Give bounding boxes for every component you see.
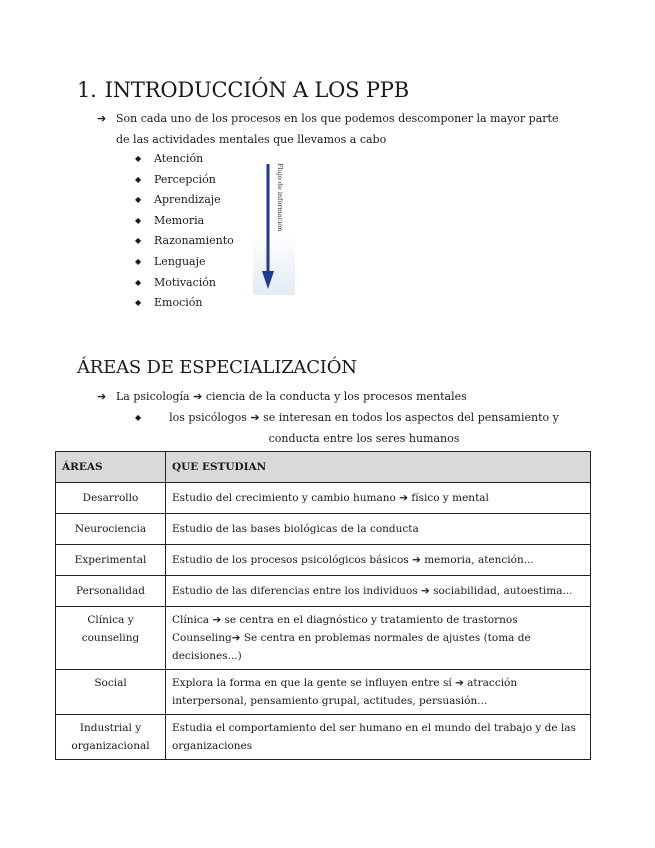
table-row [56,545,591,576]
diamond-bullet-icon: ◆ [135,298,142,308]
list-item: ◆ Motivación [134,273,234,294]
diamond-bullet-icon: ◆ [135,256,142,266]
section-title: INTRODUCCIÓN A LOS PPB [104,78,409,102]
description-cell: Estudio de las diferencias entre los individuos ➔ sociabilidad, autoestima... [166,576,591,607]
section-number: 1. [77,78,97,102]
diamond-bullet-icon: ◆ [135,215,142,225]
table-row [56,514,591,545]
section-heading-introduccion [77,76,409,104]
diamond-bullet-icon: ◆ [135,174,142,184]
areas-table [55,451,591,760]
list-item: ◆ Aprendizaje [134,190,234,211]
area-cell: Social [56,670,166,715]
psychology-arrow-item [97,386,567,407]
table-row [56,715,591,760]
psychologists-sub-item [134,407,574,449]
diamond-bullet-icon: ◆ [135,195,142,205]
list-item: ◆ Percepción [134,170,234,191]
table-row [56,670,591,715]
description-cell: Estudio de los procesos psicológicos básicos ➔ memoria, atención... [166,545,591,576]
process-list [134,149,234,314]
arrow-icon: ➔ [97,112,107,125]
list-item: ◆ Emoción [134,293,234,314]
table-row [56,576,591,607]
area-cell: Personalidad [56,576,166,607]
description-cell: Explora la forma en que la gente se influyen entre sí ➔ atracción interpersonal, pensamiento grupal, actitudes, persuasión... [166,670,591,715]
list-item: ◆ Razonamiento [134,231,234,252]
area-cell: Experimental [56,545,166,576]
arrow-icon: ➔ [97,390,107,403]
diamond-bullet-icon: ◆ [135,413,142,422]
diamond-bullet-icon: ◆ [135,277,142,287]
psychology-text: La psicología ➔ ciencia de la conducta y los procesos mentales [116,390,467,403]
description-cell: Estudia el comportamiento del ser humano en el mundo del trabajo y de las organizaciones [166,715,591,760]
description-cell: Estudio del crecimiento y cambio humano ➔ físico y mental [166,483,591,514]
list-item: ◆ Lenguaje [134,252,234,273]
flow-label: Flujo de información [276,163,284,232]
down-arrow-icon [253,158,295,295]
description-cell: Estudio de las bases biológicas de la conducta [166,514,591,545]
area-cell: Desarrollo [56,483,166,514]
list-item: ◆ Atención [134,149,234,170]
section-heading-areas: ÁREAS DE ESPECIALIZACIÓN [77,357,357,378]
diamond-bullet-icon: ◆ [135,236,142,246]
psychologists-text: los psicólogos ➔ se interesan en todos los aspectos del pensamiento y conducta entre los seres humanos [169,411,559,445]
header-areas: ÁREAS [56,452,166,483]
table-row [56,607,591,670]
information-flow-graphic [253,158,295,295]
intro-text: Son cada uno de los procesos en los que podemos descomponer la mayor parte de las actividades mentales que llevamos a cabo [116,112,559,146]
area-cell: Neurociencia [56,514,166,545]
table-header-row [56,452,591,483]
header-que-estudian: QUE ESTUDIAN [166,452,591,483]
description-cell: Clínica ➔ se centra en el diagnóstico y tratamiento de trastornos Counseling➔ Se centra en problemas normales de ajustes (toma de decisiones...) [166,607,591,670]
area-cell: Clínica y counseling [56,607,166,670]
table-row [56,483,591,514]
list-item: ◆ Memoria [134,211,234,232]
diamond-bullet-icon: ◆ [135,154,142,163]
area-cell: Industrial y organizacional [56,715,166,760]
intro-arrow-item [97,108,567,150]
